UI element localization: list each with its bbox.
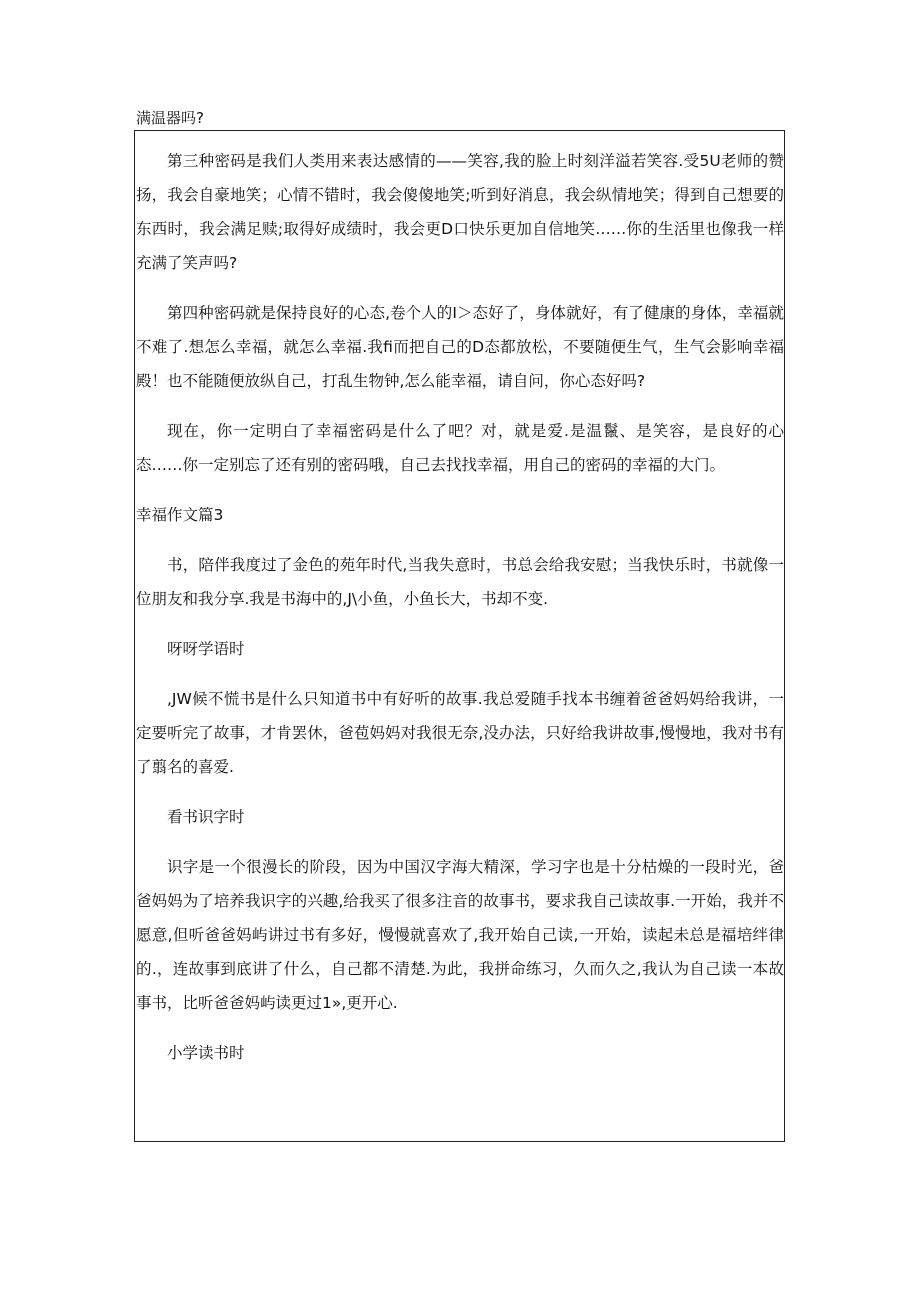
- subheading-babbling: 呀呀学语时: [167, 640, 245, 658]
- paragraph-smile-code: 第三种密码是我们人类用来表达感情的——笑容,我的脸上时刻洋溢若笑容.受5U老师的赞扬，我会自豪地笑；心情不错时，我会傻傻地笑;听到好消息，我会纵情地笑；得到自己想要的东西时，我会满足赎;取得好成绩时，我会更D口快乐更加自信地笑……你的生活里也像我一样充满了笑声吗?: [136, 152, 784, 272]
- paragraph-books-intro: 书，陪伴我度过了金色的苑年时代,当我失意时，书总会给我安慰；当我快乐时，书就像一位朋友和我分享.我是书海中的,J\小鱼，小鱼长大，书却不变.: [136, 556, 784, 608]
- paragraph-reading-words: 识字是一个很漫长的阶段，因为中国汉字海大精深，学习字也是十分枯燥的一段时光，爸爸妈妈为了培养我识字的兴趣,给我买了很多注音的故事书，要求我自己读故事.一开始，我并不愿意,但听爸爸妈屿讲过书有多好，慢慢就喜欢了,我开始自己读,一开始，读起未总是福培绊律的.，连故事到底讲了什么，自己都不清楚.为此，我拼命练习，久而久之,我认为自己读一本故事书，比听爸爸妈屿读更过1»,更开心.: [136, 858, 784, 1012]
- section-heading: 幸福作文篇3: [136, 506, 224, 524]
- page-top-line: 满温器吗?: [136, 109, 204, 127]
- paragraph-conclusion: 现在，你一定明白了幸福密码是什么了吧？对，就是爱.是温鬣、是笑容，是良好的心态……你一定别忘了还有别的密码哦，自己去找找幸福，用自己的密码的幸福的大门。: [136, 422, 784, 474]
- paragraph-mindset-code: 第四种密码就是保持良好的心态,卷个人的I＞态好了，身体就好，有了健康的身体，幸福就不难了.想怎么幸福，就怎么幸福.我fi而把自己的D态都放松，不要随便生气，生气会影响幸福殿！也不能随便放纵自己，打乱生物钟,怎么能幸福，请自问，你心态好吗?: [136, 304, 784, 390]
- subheading-primary-school: 小学读书时: [167, 1044, 245, 1062]
- paragraph-babbling: ,JW候不慌书是什么只知道书中有好听的故事.我总爱随手找本书缠着爸爸妈妈给我讲，一定要听完了故事，才肯罢休，爸苞妈妈对我很无奈,没办法，只好给我讲故事,慢慢地，我对书有了翦名的喜爱.: [136, 690, 784, 776]
- document-body: [136, 144, 784, 1070]
- subheading-reading-words: 看书识字时: [167, 808, 245, 826]
